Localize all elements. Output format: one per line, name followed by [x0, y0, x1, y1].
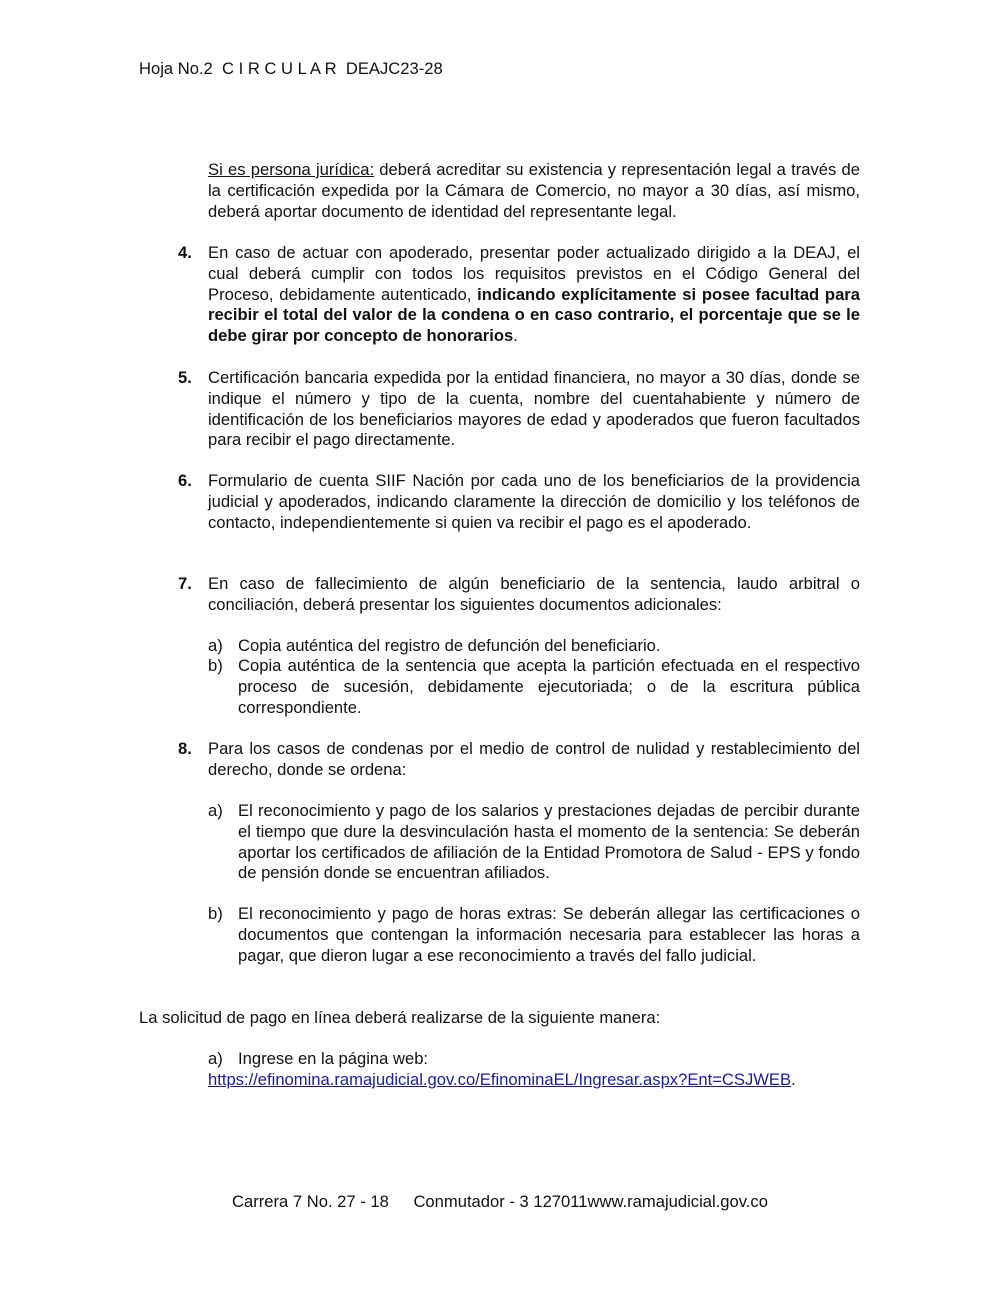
efinomina-link[interactable]: https://efinomina.ramajudicial.gov.co/EfinominaEL/Ingresar.aspx?Ent=CSJWEB [208, 1070, 792, 1089]
sub-item-letter: a) [208, 801, 223, 820]
footer-address: Carrera 7 No. 27 - 18 [232, 1192, 389, 1211]
list-item-5 [178, 368, 860, 451]
item-number: 7. [178, 574, 192, 593]
item-text: En caso de fallecimiento de algún beneficiario de la sentencia, laudo arbitral o conciliación, deberá presentar los siguientes documentos adicionales: [208, 574, 860, 614]
sub-item-text: Copia auténtica del registro de defunción del beneficiario. [238, 636, 661, 655]
item-text: En caso de actuar con apoderado, presentar poder actualizado dirigido a la DEAJ, el cual deberá cumplir con todos los requisitos previstos en el Código General del Proceso, debidamente autenticado, [208, 243, 860, 304]
list-item-8 [178, 739, 860, 781]
item-number: 5. [178, 368, 192, 387]
footer-phone: Conmutador - 3 127011 [413, 1192, 588, 1211]
page-header: Hoja No.2 C I R C U L A R DEAJC23-28 [139, 59, 443, 78]
online-step-a [208, 1049, 860, 1070]
item-number: 8. [178, 739, 192, 758]
page-footer [0, 1192, 1000, 1213]
sub-item-letter: b) [208, 656, 223, 675]
sub-item-text: El reconocimiento y pago de horas extras: Se deberán allegar las certificaciones o documentos que contengan la información necesaria para establecer las horas a pagar, que dieron lugar a ese reconocimiento a través del fallo judicial. [238, 904, 860, 965]
item-text: Para los casos de condenas por el medio de control de nulidad y restablecimiento del derecho, donde se ordena: [208, 739, 860, 779]
item-text: Certificación bancaria expedida por la entidad financiera, no mayor a 30 días, donde se indique el número y tipo de la cuenta, nombre del cuentahabiente y número de identificación de los beneficiarios mayores de edad y apoderados que fueron facultados para recibir el pago directamente. [208, 368, 860, 450]
item-bold-text: indicando explícitamente si posee facultad para recibir el total del valor de la condena o en caso contrario, el porcentaje que se le debe girar por concepto de honorarios [208, 284, 860, 346]
list-item-7 [178, 574, 860, 616]
list-item-4 [178, 243, 860, 347]
sub-item-7b [208, 656, 860, 718]
legal-entity-paragraph [208, 160, 860, 222]
online-step-text: Ingrese en la página web: [238, 1049, 429, 1068]
item-number: 6. [178, 471, 192, 490]
item-text-end: . [513, 326, 518, 346]
list-item-6 [178, 471, 860, 533]
online-payment-intro: La solicitud de pago en línea deberá realizarse de la siguiente manera: [139, 1008, 661, 1027]
sub-item-7a [208, 636, 860, 657]
sub-item-8b [208, 904, 860, 966]
sub-item-text: El reconocimiento y pago de los salarios y prestaciones dejadas de percibir durante el tiempo que dure la desvinculación hasta el momento de la sentencia: Se deberán aportar los certificados de afiliación de la Entidad Promotora de Salud - EPS y fondo de pensión donde se encuentran afiliados. [238, 801, 860, 883]
item-text: Formulario de cuenta SIIF Nación por cada uno de los beneficiarios de la providencia judicial y apoderados, indicando claramente la dirección de domicilio y los teléfonos de contacto, independientemente si quien va recibir el pago es el apoderado. [208, 471, 860, 532]
sub-item-text: Copia auténtica de la sentencia que acepta la partición efectuada en el respectivo proceso de sucesión, debidamente ejecutoriada; o de la escritura pública correspondiente. [238, 656, 860, 717]
sub-item-letter: a) [208, 636, 223, 655]
legal-entity-text: deberá acreditar su existencia y representación legal a través de la certificación expedida por la Cámara de Comercio, no mayor a 30 días, así mismo, deberá aportar documento de identidad del representante legal. [208, 160, 860, 221]
item-number: 4. [178, 243, 192, 262]
sub-item-letter: a) [208, 1049, 223, 1068]
legal-entity-label: Si es persona jurídica: [208, 160, 375, 179]
sub-item-letter: b) [208, 904, 223, 923]
online-link-line [208, 1070, 796, 1091]
link-period: . [791, 1070, 796, 1089]
footer-web: www.ramajudicial.gov.co [587, 1192, 768, 1211]
sub-item-8a [208, 801, 860, 884]
